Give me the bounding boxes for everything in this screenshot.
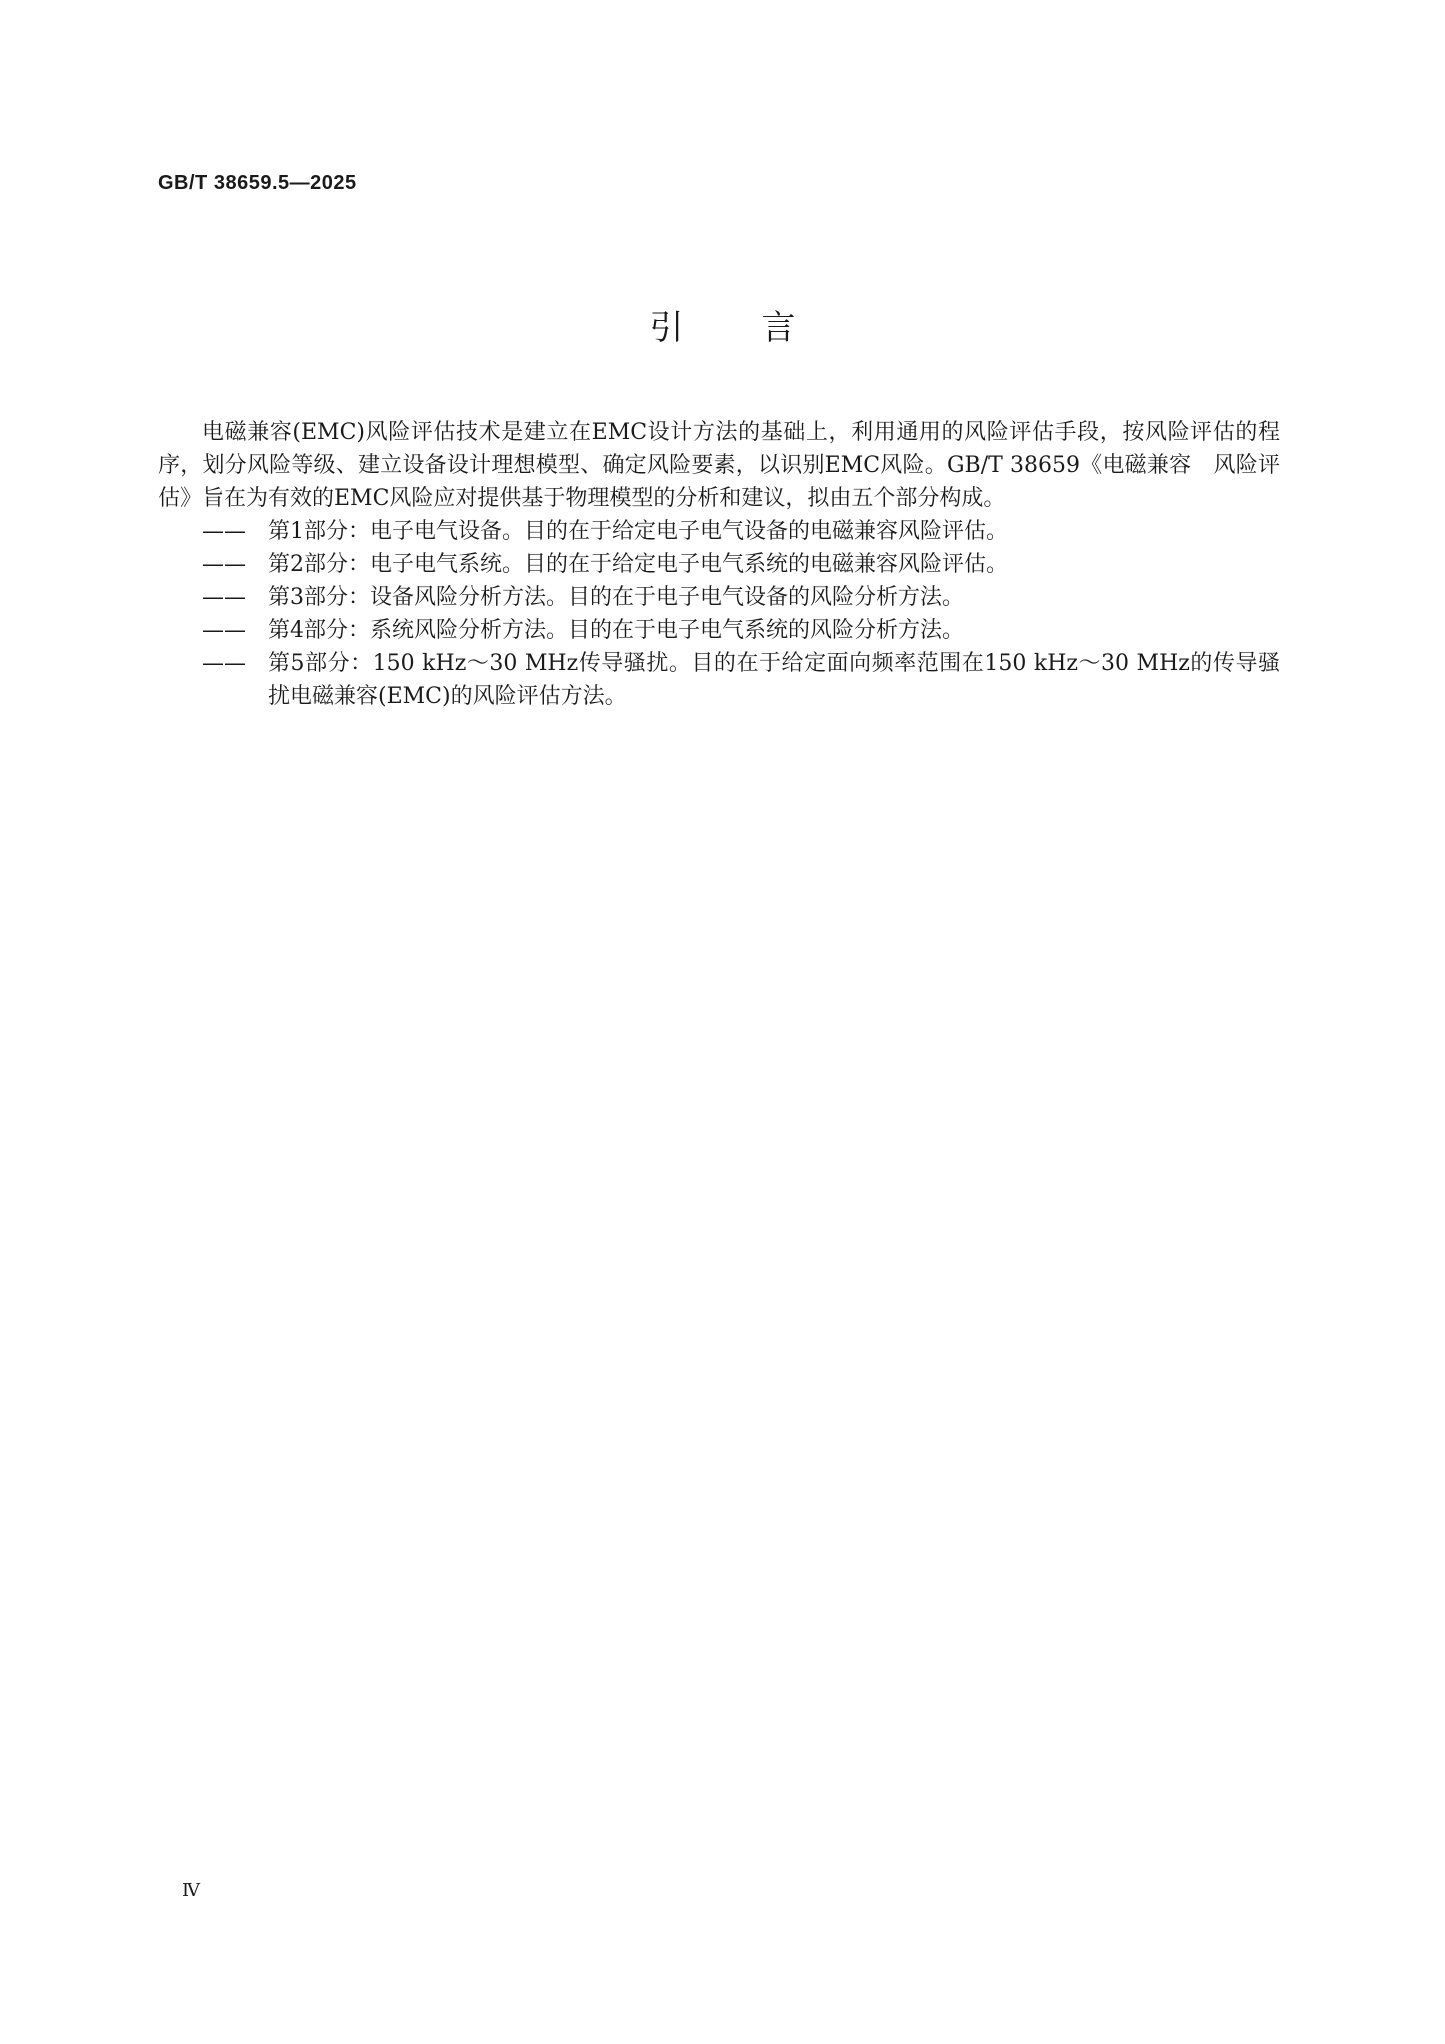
list-item — [158, 581, 1280, 614]
document-body — [158, 416, 1280, 713]
list-dash: —— — [202, 585, 246, 610]
part-text: 第2部分：电子电气系统。目的在于给定电子电气系统的电磁兼容风险评估。 — [268, 552, 1008, 577]
list-item — [158, 647, 1280, 713]
part-text: 第1部分：电子电气设备。目的在于给定电子电气设备的电磁兼容风险评估。 — [268, 519, 1008, 544]
part-text: 第4部分：系统风险分析方法。目的在于电子电气系统的风险分析方法。 — [268, 618, 964, 643]
part-text: 第5部分：150 kHz～30 MHz传导骚扰。目的在于给定面向频率范围在150 kHz～30 MHz的传导骚扰电磁兼容(EMC)的风险评估方法。 — [268, 651, 1280, 709]
intro-paragraph: 电磁兼容(EMC)风险评估技术是建立在EMC设计方法的基础上，利用通用的风险评估手段，按风险评估的程序，划分风险等级、建立设备设计理想模型、确定风险要素，以识别EMC风险。GB/T 38659《电磁兼容 风险评估》旨在为有效的EMC风险应对提供基于物理模型的分析和建议，拟由五个部分构成。 — [158, 420, 1280, 511]
list-item — [158, 548, 1280, 581]
page-number: Ⅳ — [182, 1880, 200, 1901]
standard-code: GB/T 38659.5—2025 — [158, 172, 357, 194]
list-dash: —— — [202, 651, 246, 676]
list-dash: —— — [202, 552, 246, 577]
section-title: 引言 — [649, 308, 874, 348]
list-item — [158, 614, 1280, 647]
list-item — [158, 515, 1280, 548]
list-dash: —— — [202, 519, 246, 544]
part-text: 第3部分：设备风险分析方法。目的在于电子电气设备的风险分析方法。 — [268, 585, 964, 610]
parts-list — [158, 515, 1280, 713]
list-dash: —— — [202, 618, 246, 643]
